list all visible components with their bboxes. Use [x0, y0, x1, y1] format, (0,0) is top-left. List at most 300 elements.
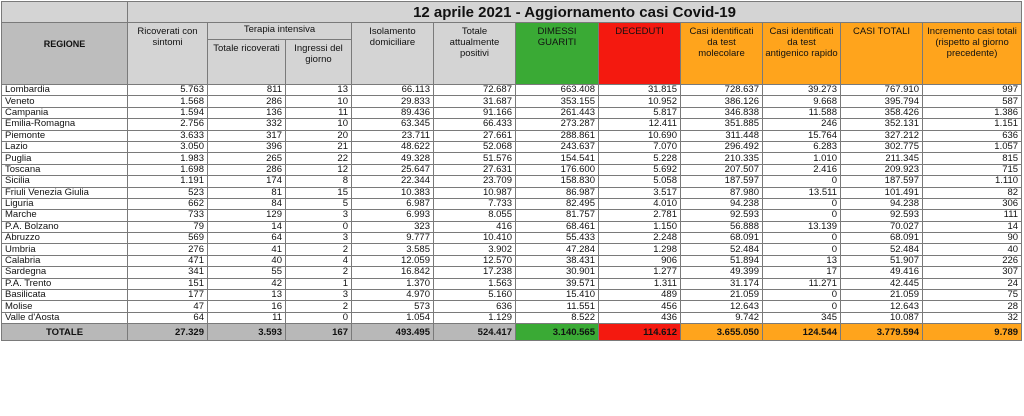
cell-deceduti: 1.150: [599, 221, 681, 232]
cell-ricoverati: 1.594: [128, 107, 208, 118]
cell-totale-positivi: 1.129: [434, 312, 516, 323]
cell-dimessi: 81.757: [516, 210, 599, 221]
cell-totale-positivi: 1.563: [434, 278, 516, 289]
cell-ingressi-giorno: 13: [286, 85, 352, 96]
cell-incremento: 24: [923, 278, 1022, 289]
table-row: [2, 176, 1022, 187]
cell-totale-positivi: 31.687: [434, 96, 516, 107]
cell-ricoverati: 662: [128, 198, 208, 209]
cell-deceduti: 5.817: [599, 107, 681, 118]
cell-incremento: 636: [923, 130, 1022, 141]
cell-totale-positivi: 27.661: [434, 130, 516, 141]
cell-casi-antigenico: 0: [763, 244, 841, 255]
cell-isolamento: 323: [352, 221, 434, 232]
cell-isolamento: 25.647: [352, 164, 434, 175]
table-row: [2, 141, 1022, 152]
cell-totale-ricoverati: 55: [208, 267, 286, 278]
cell-casi-molecolare: 207.507: [681, 164, 763, 175]
cell-deceduti: 906: [599, 255, 681, 266]
cell-totale-positivi: 66.433: [434, 119, 516, 130]
cell-totale-positivi: 5.160: [434, 290, 516, 301]
cell-isolamento: 1.054: [352, 312, 434, 323]
cell-regione: Friuli Venezia Giulia: [2, 187, 128, 198]
cell-isolamento: 6.993: [352, 210, 434, 221]
cell-dimessi: 158.830: [516, 176, 599, 187]
cell-casi-antigenico: 0: [763, 233, 841, 244]
cell-regione: P.A. Bolzano: [2, 221, 128, 232]
cell-casi-molecolare: 296.492: [681, 141, 763, 152]
cell-incremento: 75: [923, 290, 1022, 301]
cell-ricoverati: 3.050: [128, 141, 208, 152]
cell-regione: Puglia: [2, 153, 128, 164]
cell-casi-totali: 302.775: [841, 141, 923, 152]
cell-ricoverati: 177: [128, 290, 208, 301]
table-row: [2, 198, 1022, 209]
cell-totale-ricoverati: 396: [208, 141, 286, 152]
header-casi-molecolare: Casi identificati da test molecolare: [681, 23, 763, 85]
header-terapia-intensiva: Terapia intensiva: [208, 23, 352, 40]
cell-dimessi: 30.901: [516, 267, 599, 278]
total-totale-ricoverati: 3.593: [208, 324, 286, 341]
cell-casi-antigenico: 13.511: [763, 187, 841, 198]
cell-dimessi: 353.155: [516, 96, 599, 107]
table-row: [2, 221, 1022, 232]
cell-ricoverati: 151: [128, 278, 208, 289]
cell-deceduti: 1.311: [599, 278, 681, 289]
cell-ingressi-giorno: 2: [286, 244, 352, 255]
cell-regione: Lombardia: [2, 85, 128, 96]
cell-casi-totali: 187.597: [841, 176, 923, 187]
cell-casi-totali: 12.643: [841, 301, 923, 312]
cell-ingressi-giorno: 21: [286, 141, 352, 152]
cell-dimessi: 68.461: [516, 221, 599, 232]
cell-totale-ricoverati: 11: [208, 312, 286, 323]
total-casi-molecolare: 3.655.050: [681, 324, 763, 341]
cell-casi-molecolare: 311.448: [681, 130, 763, 141]
total-ricoverati: 27.329: [128, 324, 208, 341]
cell-totale-positivi: 8.055: [434, 210, 516, 221]
cell-dimessi: 261.443: [516, 107, 599, 118]
cell-casi-antigenico: 0: [763, 210, 841, 221]
cell-casi-antigenico: 6.283: [763, 141, 841, 152]
cell-deceduti: 2.781: [599, 210, 681, 221]
cell-casi-totali: 209.923: [841, 164, 923, 175]
cell-totale-ricoverati: 40: [208, 255, 286, 266]
cell-isolamento: 1.370: [352, 278, 434, 289]
cell-casi-antigenico: 2.416: [763, 164, 841, 175]
cell-regione: Toscana: [2, 164, 128, 175]
header-incremento: Incremento casi totali (rispetto al giorno precedente): [923, 23, 1022, 85]
cell-regione: Calabria: [2, 255, 128, 266]
cell-deceduti: 31.815: [599, 85, 681, 96]
cell-totale-positivi: 12.570: [434, 255, 516, 266]
cell-casi-molecolare: 52.484: [681, 244, 763, 255]
cell-ricoverati: 276: [128, 244, 208, 255]
cell-ricoverati: 2.756: [128, 119, 208, 130]
cell-casi-molecolare: 346.838: [681, 107, 763, 118]
cell-incremento: 111: [923, 210, 1022, 221]
cell-casi-molecolare: 351.885: [681, 119, 763, 130]
cell-ricoverati: 79: [128, 221, 208, 232]
cell-regione: Marche: [2, 210, 128, 221]
cell-deceduti: 2.248: [599, 233, 681, 244]
total-incremento: 9.789: [923, 324, 1022, 341]
cell-casi-totali: 52.484: [841, 244, 923, 255]
cell-totale-ricoverati: 42: [208, 278, 286, 289]
table-row: [2, 164, 1022, 175]
cell-casi-totali: 21.059: [841, 290, 923, 301]
cell-casi-totali: 68.091: [841, 233, 923, 244]
cell-dimessi: 86.987: [516, 187, 599, 198]
cell-dimessi: 176.600: [516, 164, 599, 175]
cell-deceduti: 4.010: [599, 198, 681, 209]
cell-deceduti: 10.690: [599, 130, 681, 141]
cell-regione: Umbria: [2, 244, 128, 255]
cell-casi-antigenico: 15.764: [763, 130, 841, 141]
cell-ricoverati: 1.191: [128, 176, 208, 187]
cell-isolamento: 3.585: [352, 244, 434, 255]
cell-casi-totali: 10.087: [841, 312, 923, 323]
cell-casi-molecolare: 187.597: [681, 176, 763, 187]
cell-deceduti: 5.058: [599, 176, 681, 187]
cell-totale-ricoverati: 317: [208, 130, 286, 141]
covid-data-table: [1, 1, 1022, 341]
cell-totale-positivi: 52.068: [434, 141, 516, 152]
cell-casi-molecolare: 92.593: [681, 210, 763, 221]
cell-casi-totali: 101.491: [841, 187, 923, 198]
cell-totale-positivi: 51.576: [434, 153, 516, 164]
cell-incremento: 14: [923, 221, 1022, 232]
table-row: [2, 96, 1022, 107]
total-casi-antigenico: 124.544: [763, 324, 841, 341]
cell-ricoverati: 64: [128, 312, 208, 323]
cell-totale-ricoverati: 174: [208, 176, 286, 187]
cell-casi-antigenico: 1.010: [763, 153, 841, 164]
cell-deceduti: 5.228: [599, 153, 681, 164]
cell-ricoverati: 471: [128, 255, 208, 266]
cell-casi-molecolare: 9.742: [681, 312, 763, 323]
cell-regione: Liguria: [2, 198, 128, 209]
cell-totale-positivi: 23.709: [434, 176, 516, 187]
cell-totale-positivi: 416: [434, 221, 516, 232]
cell-casi-totali: 358.426: [841, 107, 923, 118]
cell-isolamento: 89.436: [352, 107, 434, 118]
cell-regione: Molise: [2, 301, 128, 312]
cell-ingressi-giorno: 4: [286, 255, 352, 266]
cell-ingressi-giorno: 5: [286, 198, 352, 209]
cell-isolamento: 63.345: [352, 119, 434, 130]
cell-isolamento: 4.970: [352, 290, 434, 301]
cell-incremento: 306: [923, 198, 1022, 209]
cell-totale-ricoverati: 64: [208, 233, 286, 244]
cell-isolamento: 48.622: [352, 141, 434, 152]
cell-deceduti: 1.277: [599, 267, 681, 278]
cell-deceduti: 12.411: [599, 119, 681, 130]
page-title: 12 aprile 2021 - Aggiornamento casi Covid-19: [128, 2, 1022, 23]
cell-regione: Sardegna: [2, 267, 128, 278]
cell-deceduti: 489: [599, 290, 681, 301]
header-dimessi: DIMESSI GUARITI: [516, 23, 599, 85]
total-regione: TOTALE: [2, 324, 128, 341]
cell-ricoverati: 1.983: [128, 153, 208, 164]
cell-ingressi-giorno: 0: [286, 312, 352, 323]
cell-isolamento: 9.777: [352, 233, 434, 244]
cell-totale-positivi: 27.631: [434, 164, 516, 175]
cell-casi-molecolare: 87.980: [681, 187, 763, 198]
cell-ricoverati: 1.568: [128, 96, 208, 107]
cell-totale-positivi: 636: [434, 301, 516, 312]
table-row: [2, 210, 1022, 221]
cell-ingressi-giorno: 22: [286, 153, 352, 164]
cell-casi-totali: 395.794: [841, 96, 923, 107]
cell-isolamento: 10.383: [352, 187, 434, 198]
cell-casi-antigenico: 17: [763, 267, 841, 278]
table-row: [2, 255, 1022, 266]
cell-totale-positivi: 10.410: [434, 233, 516, 244]
cell-casi-antigenico: 345: [763, 312, 841, 323]
table-row: [2, 233, 1022, 244]
header-regione: REGIONE: [2, 23, 128, 85]
cell-totale-positivi: 3.902: [434, 244, 516, 255]
cell-regione: Veneto: [2, 96, 128, 107]
cell-regione: Basilicata: [2, 290, 128, 301]
cell-totale-positivi: 72.687: [434, 85, 516, 96]
cell-ingressi-giorno: 15: [286, 187, 352, 198]
cell-ingressi-giorno: 2: [286, 301, 352, 312]
cell-ricoverati: 3.633: [128, 130, 208, 141]
cell-totale-ricoverati: 14: [208, 221, 286, 232]
cell-regione: Sicilia: [2, 176, 128, 187]
total-totale-positivi: 524.417: [434, 324, 516, 341]
header-totale-ricoverati: Totale ricoverati: [208, 40, 286, 85]
total-ingressi-giorno: 167: [286, 324, 352, 341]
cell-deceduti: 7.070: [599, 141, 681, 152]
header-casi-antigenico: Casi identificati da test antigenico rapido: [763, 23, 841, 85]
cell-casi-totali: 94.238: [841, 198, 923, 209]
cell-isolamento: 49.328: [352, 153, 434, 164]
table-row: [2, 153, 1022, 164]
cell-dimessi: 82.495: [516, 198, 599, 209]
cell-totale-ricoverati: 265: [208, 153, 286, 164]
cell-casi-molecolare: 31.174: [681, 278, 763, 289]
cell-ingressi-giorno: 10: [286, 96, 352, 107]
cell-casi-antigenico: 0: [763, 301, 841, 312]
header-deceduti: DECEDUTI: [599, 23, 681, 85]
cell-regione: Campania: [2, 107, 128, 118]
total-deceduti: 114.612: [599, 324, 681, 341]
cell-dimessi: 288.861: [516, 130, 599, 141]
cell-incremento: 1.151: [923, 119, 1022, 130]
cell-casi-antigenico: 0: [763, 176, 841, 187]
cell-ricoverati: 733: [128, 210, 208, 221]
cell-regione: Valle d'Aosta: [2, 312, 128, 323]
totals-row: [2, 324, 1022, 341]
cell-ricoverati: 5.763: [128, 85, 208, 96]
cell-casi-antigenico: 0: [763, 290, 841, 301]
total-isolamento: 493.495: [352, 324, 434, 341]
cell-deceduti: 1.298: [599, 244, 681, 255]
cell-incremento: 28: [923, 301, 1022, 312]
cell-casi-totali: 51.907: [841, 255, 923, 266]
cell-casi-totali: 49.416: [841, 267, 923, 278]
cell-ricoverati: 523: [128, 187, 208, 198]
cell-isolamento: 66.113: [352, 85, 434, 96]
cell-dimessi: 154.541: [516, 153, 599, 164]
cell-totale-ricoverati: 81: [208, 187, 286, 198]
cell-totale-positivi: 91.166: [434, 107, 516, 118]
header-isolamento: Isolamento domiciliare: [352, 23, 434, 85]
table-row: [2, 267, 1022, 278]
cell-totale-ricoverati: 811: [208, 85, 286, 96]
cell-casi-molecolare: 94.238: [681, 198, 763, 209]
cell-ingressi-giorno: 3: [286, 233, 352, 244]
cell-regione: Abruzzo: [2, 233, 128, 244]
cell-totale-ricoverati: 16: [208, 301, 286, 312]
cell-totale-ricoverati: 286: [208, 164, 286, 175]
cell-isolamento: 12.059: [352, 255, 434, 266]
cell-deceduti: 456: [599, 301, 681, 312]
cell-casi-totali: 211.345: [841, 153, 923, 164]
cell-dimessi: 273.287: [516, 119, 599, 130]
cell-deceduti: 436: [599, 312, 681, 323]
table-row: [2, 301, 1022, 312]
total-casi-totali: 3.779.594: [841, 324, 923, 341]
cell-incremento: 815: [923, 153, 1022, 164]
cell-totale-ricoverati: 136: [208, 107, 286, 118]
cell-totale-ricoverati: 129: [208, 210, 286, 221]
cell-totale-positivi: 7.733: [434, 198, 516, 209]
cell-dimessi: 39.571: [516, 278, 599, 289]
cell-incremento: 226: [923, 255, 1022, 266]
cell-isolamento: 573: [352, 301, 434, 312]
cell-regione: Emilia-Romagna: [2, 119, 128, 130]
cell-casi-molecolare: 51.894: [681, 255, 763, 266]
cell-casi-antigenico: 39.273: [763, 85, 841, 96]
cell-incremento: 1.110: [923, 176, 1022, 187]
cell-regione: Piemonte: [2, 130, 128, 141]
cell-casi-molecolare: 49.399: [681, 267, 763, 278]
header-casi-totali: CASI TOTALI: [841, 23, 923, 85]
cell-dimessi: 15.410: [516, 290, 599, 301]
table-row: [2, 290, 1022, 301]
table-row: [2, 107, 1022, 118]
cell-dimessi: 663.408: [516, 85, 599, 96]
cell-incremento: 82: [923, 187, 1022, 198]
table-row: [2, 187, 1022, 198]
cell-totale-ricoverati: 84: [208, 198, 286, 209]
cell-incremento: 997: [923, 85, 1022, 96]
cell-casi-totali: 42.445: [841, 278, 923, 289]
cell-dimessi: 38.431: [516, 255, 599, 266]
cell-ingressi-giorno: 0: [286, 221, 352, 232]
cell-ingressi-giorno: 1: [286, 278, 352, 289]
cell-ingressi-giorno: 8: [286, 176, 352, 187]
table-row: [2, 312, 1022, 323]
cell-casi-molecolare: 210.335: [681, 153, 763, 164]
cell-ricoverati: 341: [128, 267, 208, 278]
cell-incremento: 587: [923, 96, 1022, 107]
header-ingressi-giorno: Ingressi del giorno: [286, 40, 352, 85]
corner-blank: [2, 2, 128, 23]
header-ricoverati: Ricoverati con sintomi: [128, 23, 208, 85]
cell-casi-antigenico: 0: [763, 198, 841, 209]
cell-casi-totali: 327.212: [841, 130, 923, 141]
cell-casi-totali: 352.131: [841, 119, 923, 130]
cell-ingressi-giorno: 10: [286, 119, 352, 130]
table-row: [2, 85, 1022, 96]
cell-casi-antigenico: 11.271: [763, 278, 841, 289]
cell-dimessi: 47.284: [516, 244, 599, 255]
header-totale-positivi: Totale attualmente positivi: [434, 23, 516, 85]
cell-isolamento: 29.833: [352, 96, 434, 107]
cell-incremento: 90: [923, 233, 1022, 244]
cell-ricoverati: 1.698: [128, 164, 208, 175]
table-body: [2, 85, 1022, 341]
cell-casi-antigenico: 11.588: [763, 107, 841, 118]
cell-totale-positivi: 10.987: [434, 187, 516, 198]
cell-totale-ricoverati: 13: [208, 290, 286, 301]
cell-casi-antigenico: 246: [763, 119, 841, 130]
cell-casi-totali: 767.910: [841, 85, 923, 96]
cell-isolamento: 23.711: [352, 130, 434, 141]
table-row: [2, 130, 1022, 141]
cell-dimessi: 243.637: [516, 141, 599, 152]
cell-regione: P.A. Trento: [2, 278, 128, 289]
cell-isolamento: 22.344: [352, 176, 434, 187]
cell-incremento: 32: [923, 312, 1022, 323]
cell-ingressi-giorno: 20: [286, 130, 352, 141]
cell-isolamento: 16.842: [352, 267, 434, 278]
cell-casi-molecolare: 12.643: [681, 301, 763, 312]
cell-ricoverati: 569: [128, 233, 208, 244]
cell-deceduti: 10.952: [599, 96, 681, 107]
cell-dimessi: 55.433: [516, 233, 599, 244]
cell-casi-molecolare: 56.888: [681, 221, 763, 232]
cell-totale-ricoverati: 41: [208, 244, 286, 255]
cell-ingressi-giorno: 3: [286, 290, 352, 301]
cell-casi-totali: 70.027: [841, 221, 923, 232]
table-row: [2, 119, 1022, 130]
cell-ingressi-giorno: 2: [286, 267, 352, 278]
cell-ricoverati: 47: [128, 301, 208, 312]
table-row: [2, 244, 1022, 255]
cell-casi-totali: 92.593: [841, 210, 923, 221]
cell-casi-molecolare: 21.059: [681, 290, 763, 301]
cell-dimessi: 8.522: [516, 312, 599, 323]
total-dimessi: 3.140.565: [516, 324, 599, 341]
cell-totale-positivi: 17.238: [434, 267, 516, 278]
cell-casi-molecolare: 386.126: [681, 96, 763, 107]
cell-incremento: 1.057: [923, 141, 1022, 152]
cell-ingressi-giorno: 12: [286, 164, 352, 175]
cell-ingressi-giorno: 3: [286, 210, 352, 221]
cell-casi-molecolare: 728.637: [681, 85, 763, 96]
cell-isolamento: 6.987: [352, 198, 434, 209]
cell-casi-antigenico: 13.139: [763, 221, 841, 232]
cell-ingressi-giorno: 11: [286, 107, 352, 118]
cell-regione: Lazio: [2, 141, 128, 152]
cell-casi-antigenico: 13: [763, 255, 841, 266]
cell-incremento: 715: [923, 164, 1022, 175]
cell-casi-molecolare: 68.091: [681, 233, 763, 244]
cell-totale-ricoverati: 332: [208, 119, 286, 130]
cell-dimessi: 11.551: [516, 301, 599, 312]
cell-casi-antigenico: 9.668: [763, 96, 841, 107]
table-row: [2, 278, 1022, 289]
cell-totale-ricoverati: 286: [208, 96, 286, 107]
cell-incremento: 1.386: [923, 107, 1022, 118]
cell-deceduti: 3.517: [599, 187, 681, 198]
